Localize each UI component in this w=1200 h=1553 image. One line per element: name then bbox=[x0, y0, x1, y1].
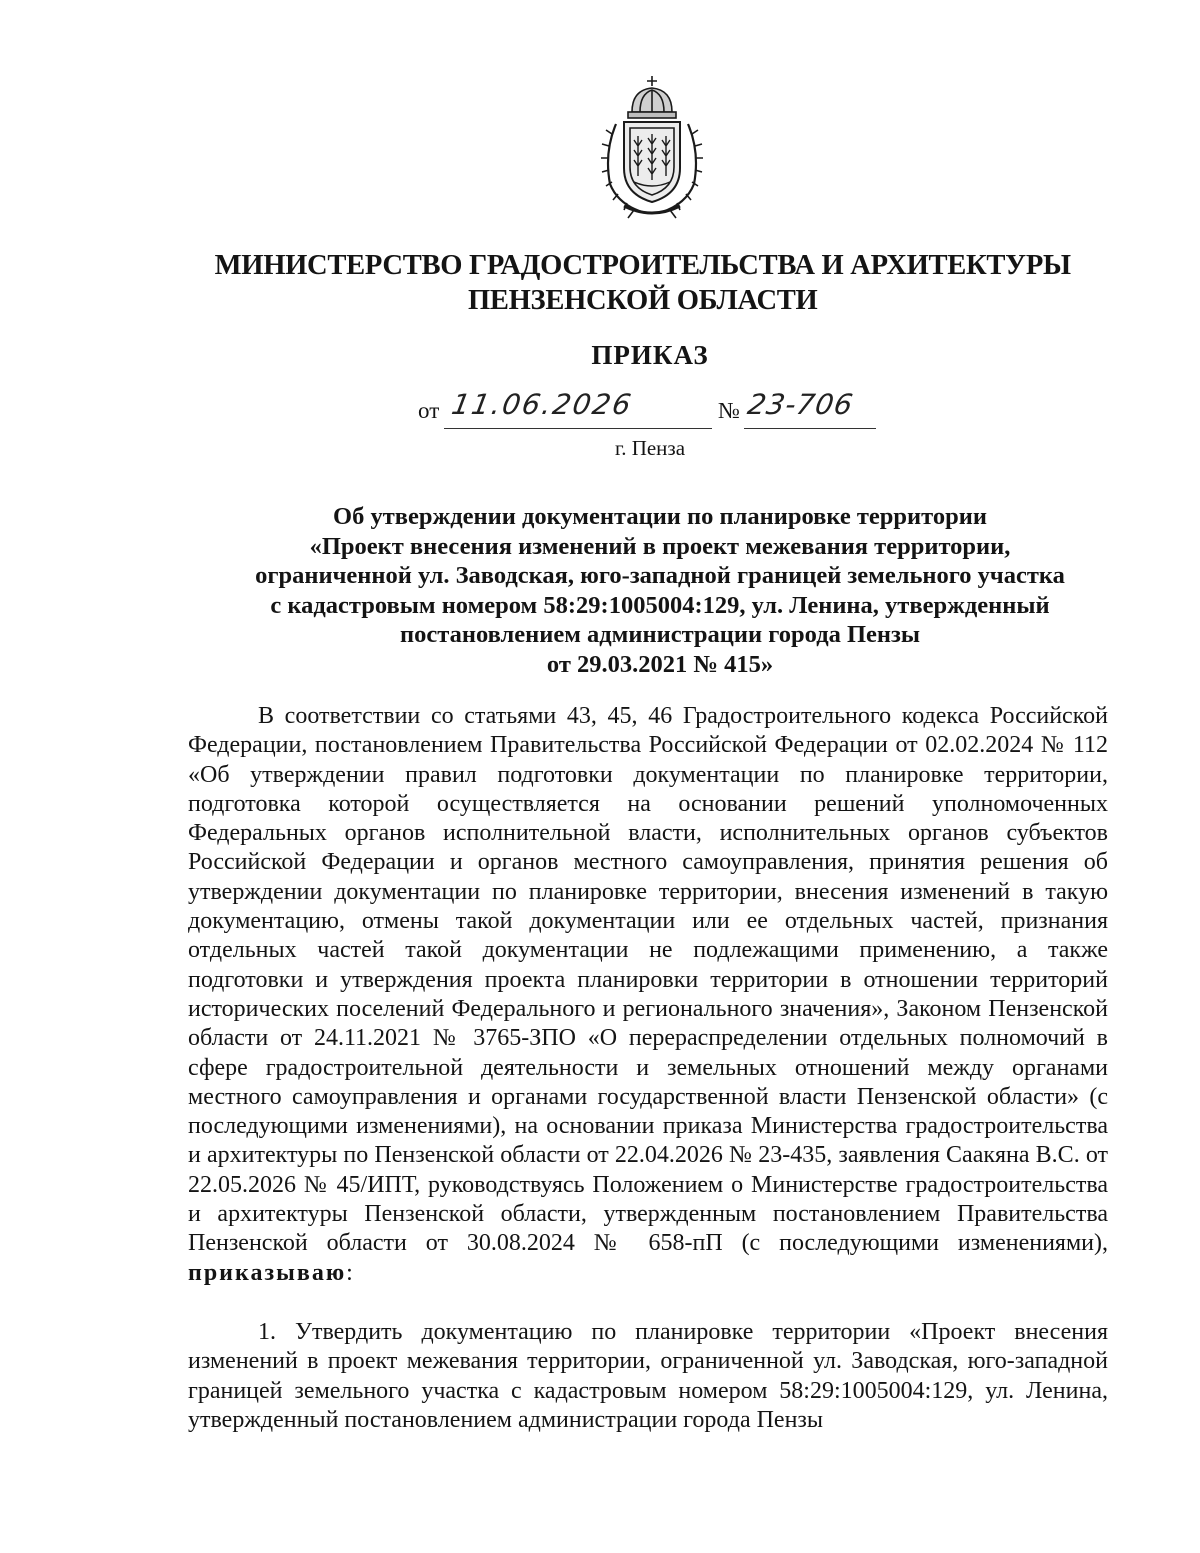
document-type: ПРИКАЗ bbox=[591, 340, 709, 370]
number-underline bbox=[744, 428, 876, 429]
order-keyword: приказываю bbox=[188, 1259, 347, 1286]
title-line: от 29.03.2021 № 415» bbox=[546, 650, 774, 678]
number-prefix: № bbox=[718, 398, 740, 423]
ministry-name-line1: МИНИСТЕРСТВО ГРАДОСТРОИТЕЛЬСТВА И АРХИТЕКТУРЫ bbox=[214, 249, 1071, 281]
order-body bbox=[188, 702, 1108, 1435]
clause-1-paragraph: 1. Утвердить документацию по планировке территории «Проект внесения изменений в проект межевания территории, ограниченной ул. Заводская, юго-западной границей земельного участка с кадастровым номером 58:29:1005004:129, ул. Ленина, утвержденный постановлением администрации города Пензы bbox=[188, 1318, 1108, 1433]
coat-of-arms-icon bbox=[594, 72, 710, 220]
city-name: г. Пенза bbox=[614, 436, 686, 460]
order-title bbox=[220, 502, 1100, 679]
handwritten-number: 23-706 bbox=[745, 388, 857, 421]
preamble-end: : bbox=[346, 1259, 353, 1286]
title-line: постановлением администрации города Пензы bbox=[400, 621, 920, 648]
handwritten-date: 11.06.2026 bbox=[449, 388, 636, 421]
date-underline bbox=[444, 428, 712, 429]
ministry-name bbox=[32, 248, 1200, 318]
preamble-paragraph bbox=[188, 702, 1108, 1288]
title-line: с кадастровым номером 58:29:1005004:129, ул. Ленина, утвержденный bbox=[270, 591, 1050, 619]
title-line: ограниченной ул. Заводская, юго-западной границей земельного участка bbox=[255, 562, 1065, 589]
title-line: «Проект внесения изменений в проект межевания территории, bbox=[309, 532, 1011, 560]
date-prefix: от bbox=[418, 398, 440, 423]
date-number-line bbox=[418, 388, 888, 432]
title-line: Об утверждении документации по планировке территории bbox=[333, 503, 987, 530]
ministry-name-line2: ПЕНЗЕНСКОЙ ОБЛАСТИ bbox=[467, 284, 818, 316]
preamble-text: В соответствии со статьями 43, 45, 46 Градостроительного кодекса Российской Федерации, постановлением Правительства Российской Федерации от 02.02.2024 № 112 «Об утверждении правил подготовки документации по планировке территории, подготовка которой осуществляется на основании решений уполномоченных Федеральных органов исполнительной власти, исполнительных органов субъектов Российской Федерации и органов местного самоуправления, принятия решения об утверждении документации по планировке территории, внесения изменений в такую документацию, отмены такой документации или ее отдельных частей, признания отдельных частей такой документации не подлежащими применению, а также подготовки и утверждения проекта планировки территории в отношении территорий исторических поселений Федерального и регионального значения», Законом Пензенской области от 24.11.2021 № 3765-ЗПО «О перераспределении отдельных полномочий в сфере градостроительной деятельности и земельных отношений между органами местного самоуправления и органами государственной власти Пензенской области» (с последующими изменениями), на основании приказа Министерства градостроительства и архитектуры по Пензенской области от 22.04.2026 № 23-435, заявления Саакяна В.С. от 22.05.2026 № 45/ИПТ, руководствуясь Положением о Министерстве градостроительства и архитектуры Пензенской области, утвержденным постановлением Правительства Пензенской области от 30.08.2024 № 658-пП (с последующими изменениями), bbox=[188, 703, 1108, 1257]
